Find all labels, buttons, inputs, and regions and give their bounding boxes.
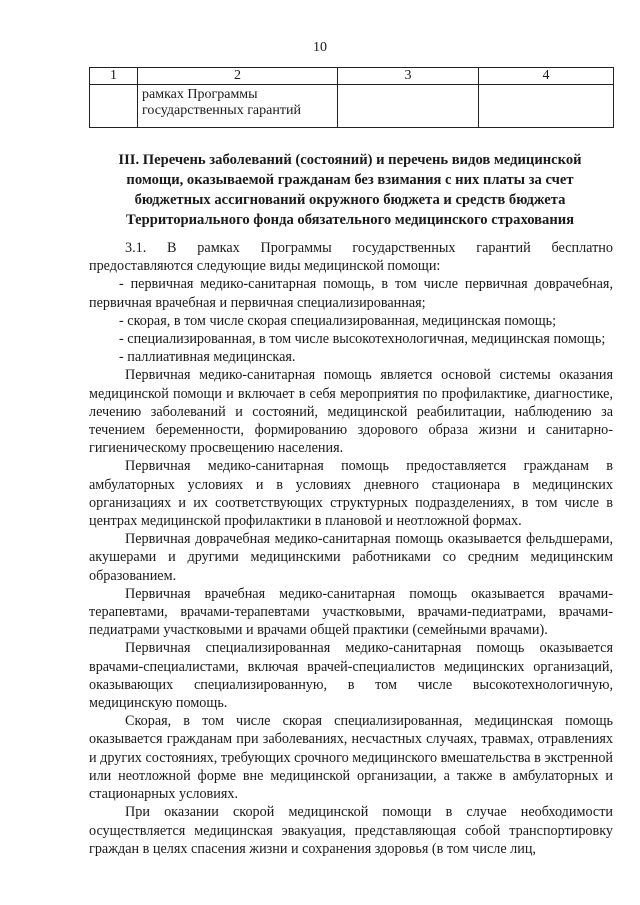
table-header-cell: 2 — [138, 68, 338, 85]
table-header-row — [90, 68, 614, 85]
table-row — [90, 85, 614, 128]
section-title: III. Перечень заболеваний (состояний) и перечень видов медицинской помощи, оказываемой гражданам без взимания с них платы за счет бюджетных ассигнований окружного бюджета и средств бюджета Территориального фонда обязательного медицинского страхования — [118, 152, 582, 228]
paragraph: При оказании скорой медицинской помощи в случае необходимости осуществляется медицинская эвакуация, представляющая собой транспортировку граждан в целях спасения жизни и сохранения здоровья (в том числе лиц, — [89, 804, 613, 857]
page-number: 10 — [313, 40, 327, 55]
paragraph: Первичная медико-санитарная помощь является основой системы оказания медицинской помощи и включает в себя мероприятия по профилактике, диагностике, лечению заболеваний и состояний, медицинской реабилитации, наблюдению за течением беременности, формированию здорового образа жизни и санитарно-гигиеническому просвещению населения. — [89, 367, 613, 457]
list-item: - первичная медико-санитарная помощь, в том числе первичная доврачебная, первичная врачебная и первичная специализированная; — [89, 276, 613, 311]
document-body — [89, 239, 613, 858]
paragraph: Скорая, в том числе скорая специализированная, медицинская помощь оказывается гражданам при заболеваниях, несчастных случаях, травмах, отравлениях и других состояниях, требующих срочного медицинского вмешательства в экстренной или неотложной форме вне медицинской организации, а также в амбулаторных и стационарных условиях. — [89, 713, 613, 803]
paragraph: 3.1. В рамках Программы государственных гарантий бесплатно предоставляются следующие виды медицинской помощи: — [89, 240, 613, 275]
table-cell — [90, 85, 138, 128]
paragraph: Первичная врачебная медико-санитарная помощь оказывается врачами-терапевтами, врачами-терапевтами участковыми, врачами-педиатрами, врачами-педиатрами участковыми и врачами общей практики (семейными врачами). — [89, 585, 613, 639]
list-item: - скорая, в том числе скорая специализированная, медицинская помощь; — [119, 312, 557, 329]
table-cell — [338, 85, 479, 128]
list-item: - паллиативная медицинская. — [119, 349, 296, 366]
paragraph: Первичная доврачебная медико-санитарная помощь оказывается фельдшерами, акушерами и другими медицинскими работниками со средним медицинским образованием. — [89, 531, 613, 584]
table-cell — [479, 85, 614, 128]
paragraph: Первичная специализированная медико-санитарная помощь оказывается врачами-специалистами, включая врачей-специалистов медицинских организаций, оказывающих специализированную, в том числе высокотехнологичную, медицинскую помощь. — [89, 640, 613, 712]
table-header-cell: 3 — [338, 68, 479, 85]
table-header-cell: 4 — [479, 68, 614, 85]
paragraph: Первичная медико-санитарная помощь предоставляется гражданам в амбулаторных условиях и в условиях дневного стационара в медицинских организациях и их соответствующих структурных подразделениях, в том числе в центрах медицинской профилактики в плановой и неотложной формах. — [89, 458, 613, 530]
table-header-cell: 1 — [90, 68, 138, 85]
continued-table — [89, 67, 614, 128]
list-item: - специализированная, в том числе высокотехнологичная, медицинская помощь; — [119, 331, 606, 348]
table-cell: рамках Программы государственных гарантий — [138, 85, 338, 128]
